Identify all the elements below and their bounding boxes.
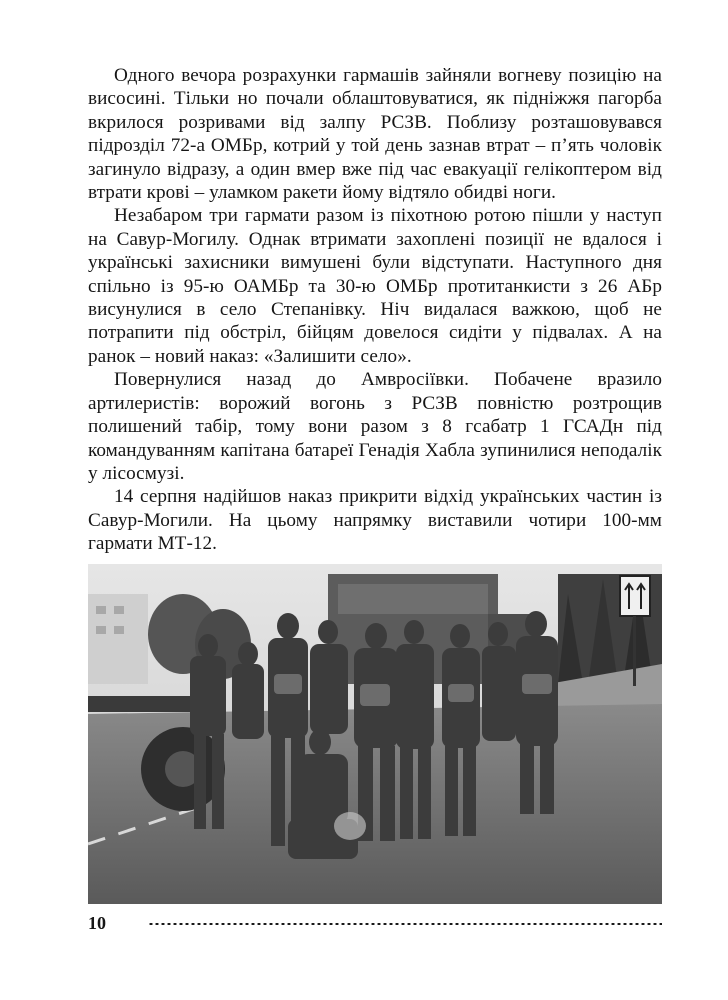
paragraph-1: Одного вечора розрахунки гармашів зайняли вогневу позицію на висосині. Тільки но почали облаштовуватися, як підніжжя пагорба вкрилося розривами від залпу РСЗВ. Поблизу розташовувався підрозділ 72-а ОМБр, котрий у той день зазнав втрат – п’ять чоловік загинуло відразу, а один вмер вже під час евакуації гелікоптером від втрати крові – уламком ракети йому відтяло обидві ноги.: [88, 65, 662, 204]
page-number: 10: [88, 913, 106, 933]
body-text: [88, 64, 662, 556]
paragraph-3: Повернулися назад до Амвросіївки. Побачене вразило артилеристів: ворожий вогонь з РСЗВ повністю розтрощив полишений табір, тому вони разом з 8 гсабатр 1 ГСАДн під командуванням капітана батареї Генадія Хабла зупинилися неподалік у лісосмузі.: [88, 369, 662, 484]
soldiers-group-photo: [88, 564, 662, 904]
paragraph-4: 14 серпня надійшов наказ прикрити відхід українських частин із Савур-Могили. На цьому напрямку виставили чотири 100-мм гармати МТ-12.: [88, 486, 662, 555]
paragraph-2: Незабаром три гармати разом із піхотною ротою пішли у наступ на Савур-Могилу. Однак втримати захоплені позиції не вдалося і українські захисники вимушені були відступати. Наступного дня спільно із 95-ю ОАМБр та 30-ю ОМБр протитанкисти з 26 АБр висунулися в село Степанівку. Ніч видалася важкою, щоб не потрапити під обстріл, бійцям довелося сидіти у підвалах. А на ранок – новий наказ: «Залишити село».: [88, 205, 662, 367]
decorative-border: [148, 921, 662, 927]
page-footer: [88, 912, 662, 936]
